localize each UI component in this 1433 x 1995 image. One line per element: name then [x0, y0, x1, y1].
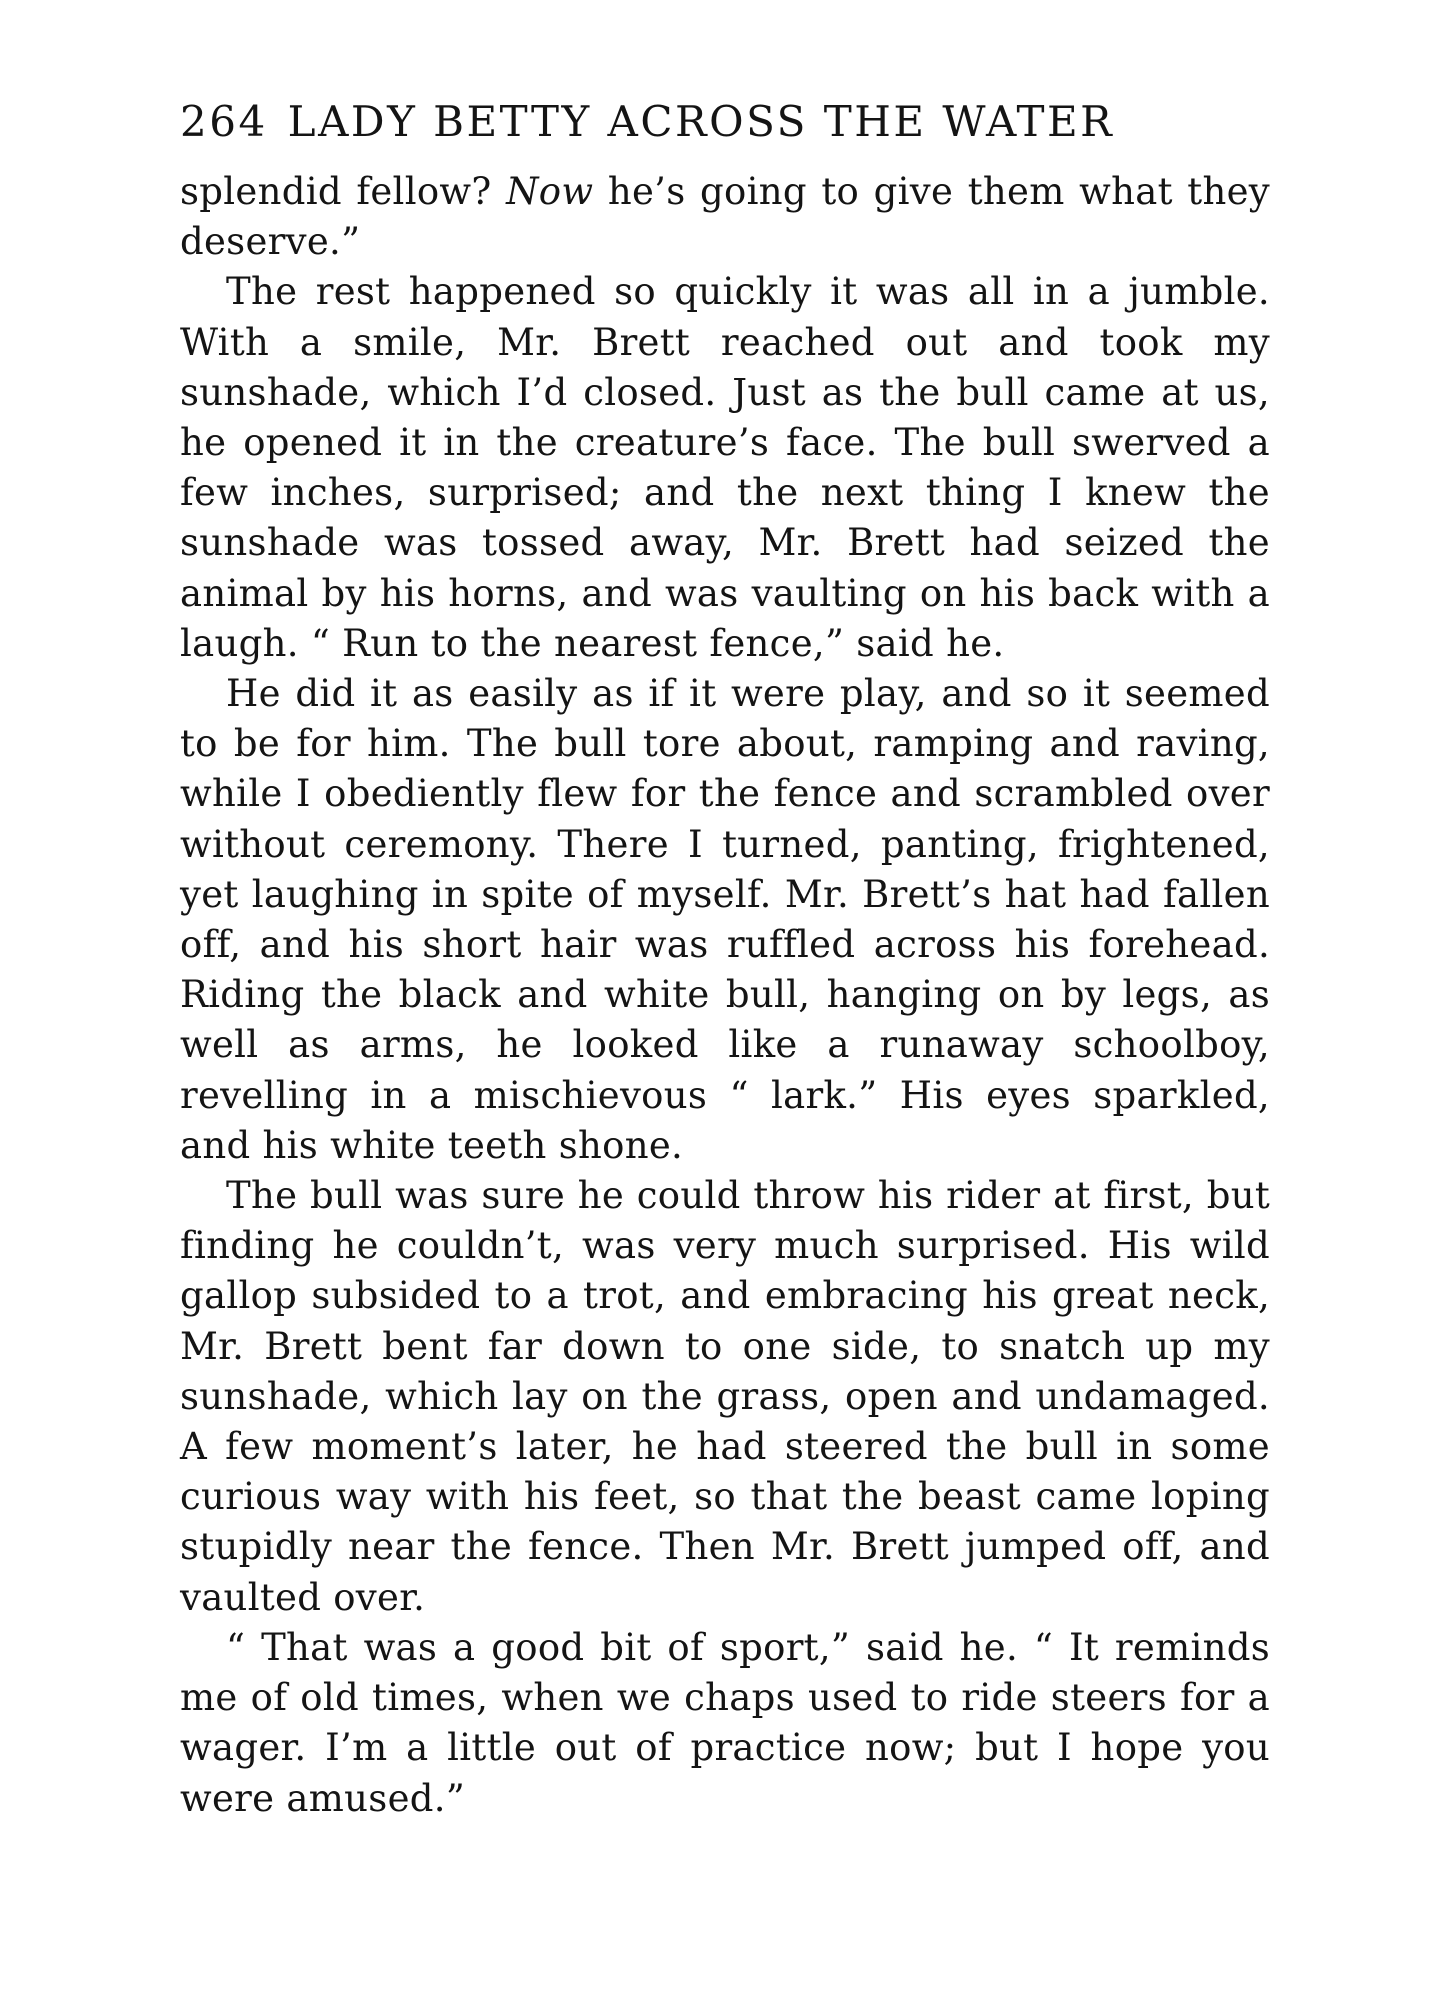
paragraph-4: The bull was sure he could throw his rider at first, but finding he couldn’t, was very much surprised. His wild gallop subsided to a trot, and embracing his great neck, Mr. Brett bent far down to one side, to snatch up my sunshade, which lay on the grass, open and undamaged. A few moment’s later, he had steered the bull in some curious way with his feet, so that the beast came loping stupidly near the fence. Then Mr. Brett jumped off, and vaulted over.	[180, 1174, 1270, 1619]
running-title: LADY BETTY ACROSS THE WATER	[287, 97, 1115, 146]
text-block	[180, 167, 1270, 1824]
italic-word: Now	[506, 170, 594, 213]
paragraph-1-text-start: splendid fellow?	[180, 170, 507, 213]
paragraph-3: He did it as easily as if it were play, and so it seemed to be for him. The bull tore about, ramping and raving, while I obediently flew for the fence and scrambled over without ceremony. There I turned, panting, frightened, yet laughing in spite of myself. Mr. Brett’s hat had fallen off, and his short hair was ruffled across his forehead. Riding the black and white bull, hanging on by legs, as well as arms, he looked like a runaway schoolboy, revelling in a mischievous “ lark.” His eyes sparkled, and his white teeth shone.	[180, 672, 1270, 1167]
paragraph-1-text-end: he’s going to give them what they deserve.”	[180, 170, 1270, 264]
paragraph-continued	[180, 167, 1270, 267]
page-number: 264	[180, 97, 268, 146]
paragraph-2: The rest happened so quickly it was all in a jumble. With a smile, Mr. Brett reached out and took my sunshade, which I’d closed. Just as the bull came at us, he opened it in the creature’s face. The bull swerved a few inches, surprised; and the next thing I knew the sunshade was tossed away, Mr. Brett had seized the animal by his horns, and was vaulting on his back with a laugh. “ Run to the nearest fence,” said he.	[180, 270, 1270, 665]
paragraph-5: “ That was a good bit of sport,” said he. “ It reminds me of old times, when we chaps used to ride steers for a wager. I’m a little out of practice now; but I hope you were amused.”	[180, 1625, 1270, 1820]
running-head	[180, 96, 1280, 148]
